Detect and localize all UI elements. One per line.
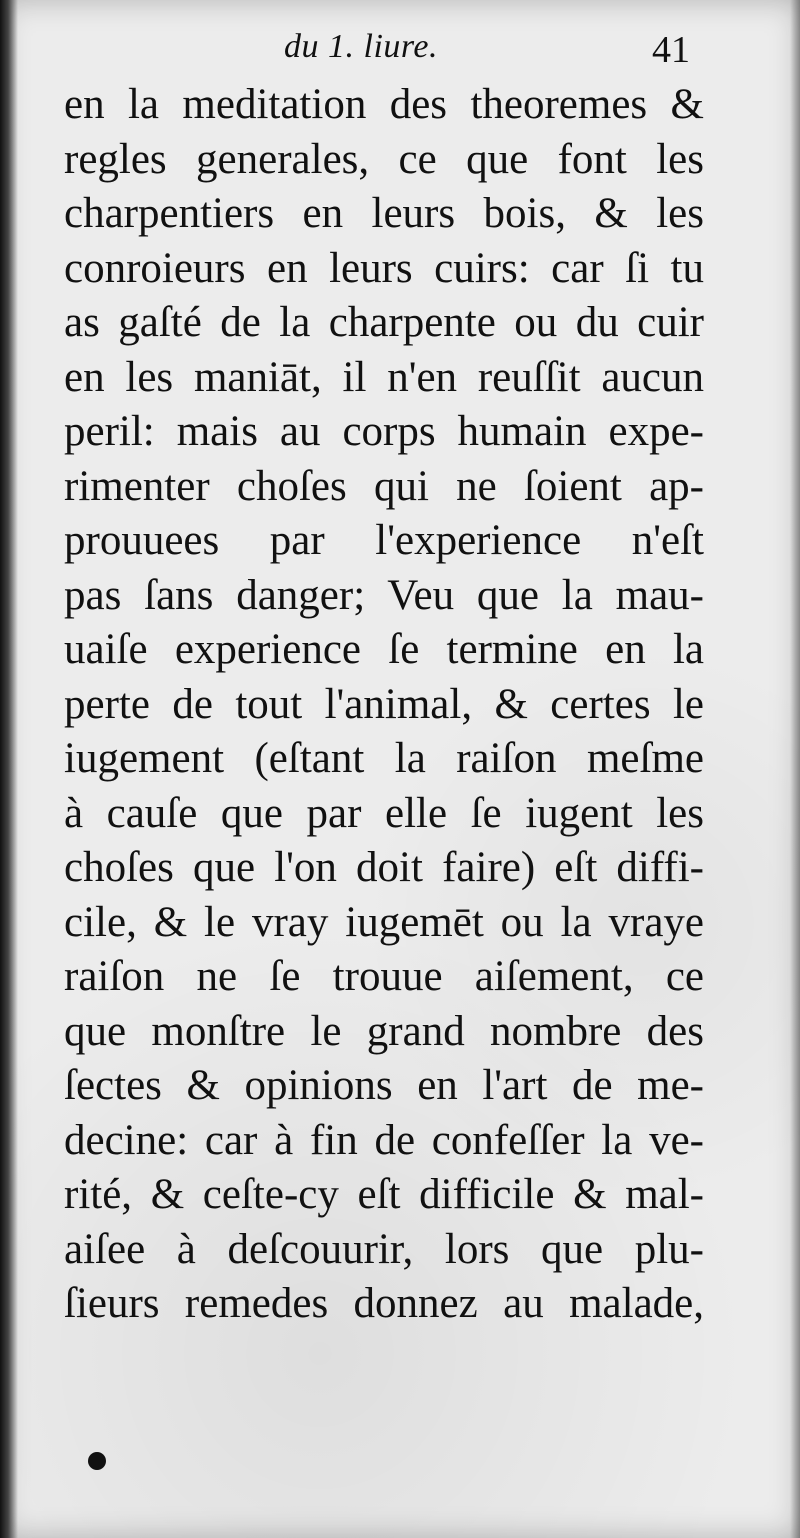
text-line: charpentiers en leurs bois, & les — [64, 190, 704, 237]
text-line: uaiſe experience ſe termine en la — [64, 626, 704, 673]
text-line: cile, & le vray iugemēt ou la vraye — [64, 898, 704, 946]
text-line: prouuees par l'experience n'eſt — [64, 517, 704, 564]
text-line: à cauſe que par elle ſe iugent les — [64, 789, 704, 837]
text-line: raiſon ne ſe trouue aiſement, ce — [64, 953, 704, 1000]
text-line: ſieurs remedes donnez au malade, — [64, 1280, 704, 1327]
text-line: ſectes & opinions en l'art de me- — [64, 1062, 704, 1109]
page-edge-shadow — [790, 0, 800, 1538]
page-number: 41 — [652, 29, 690, 71]
text-line: iugement (eſtant la raiſon meſme — [64, 735, 704, 782]
text-line: choſes que l'on doit faire) eſt diffi- — [64, 844, 704, 891]
text-line: en les maniāt, il n'en reuſſit aucun — [64, 353, 704, 401]
text-line: rité, & ceſte-cy eſt difficile & mal- — [64, 1171, 704, 1218]
text-line: en la meditation des theoremes & — [64, 81, 704, 128]
text-line: regles generales, ce que font les — [64, 135, 704, 183]
text-line: as gaſté de la charpente ou du cuir — [64, 299, 704, 346]
text-line: perte de tout l'animal, & certes le — [64, 680, 704, 728]
ink-dot — [88, 1452, 106, 1470]
text-line: aiſee à deſcouurir, lors que plu- — [64, 1225, 704, 1273]
spine-shadow — [0, 0, 18, 1538]
body-text — [64, 78, 704, 1332]
running-head: du 1. liure. — [284, 28, 438, 65]
text-line: conroieurs en leurs cuirs: car ſi tu — [64, 244, 704, 292]
text-line: peril: mais au corps humain expe- — [64, 408, 704, 455]
text-line: rimenter choſes qui ne ſoient ap- — [64, 462, 704, 510]
text-line: pas ſans danger; Veu que la mau- — [64, 571, 704, 619]
text-line: que monſtre le grand nombre des — [64, 1007, 704, 1055]
text-line: decine: car à fin de confeſſer la ve- — [64, 1116, 704, 1164]
